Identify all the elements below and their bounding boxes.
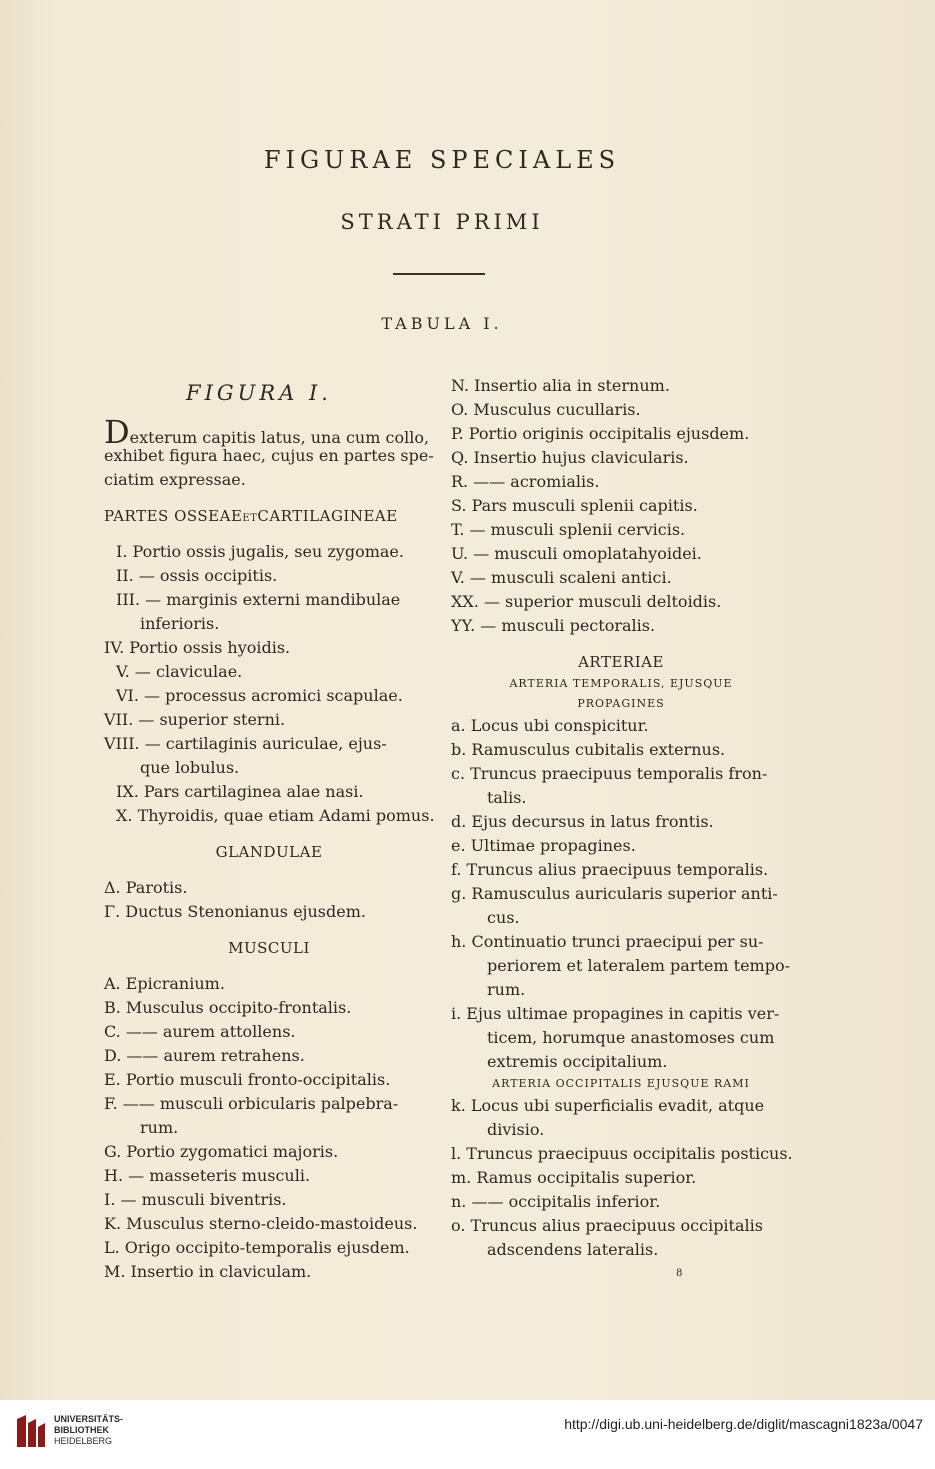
figura-heading: FIGURA I.	[186, 381, 332, 405]
list-item: Γ. Ductus Stenonianus ejusdem.	[104, 902, 366, 921]
list-item: V. — musculi scaleni antici.	[451, 568, 672, 587]
list-item: YY. — musculi pectoralis.	[451, 616, 656, 635]
list-item: talis.	[487, 788, 527, 807]
list-item: IX. Pars cartilaginea alae nasi.	[116, 782, 364, 801]
library-logo-icon[interactable]	[14, 1413, 48, 1451]
list-item: XX. — superior musculi deltoidis.	[451, 592, 722, 611]
list-item: que lobulus.	[140, 758, 240, 777]
list-item: I. — musculi biventris.	[104, 1190, 287, 1209]
drop-cap: D	[104, 413, 130, 451]
list-item: IV. Portio ossis hyoidis.	[104, 638, 291, 657]
temporalis-heading: ARTERIA TEMPORALIS, EJUSQUE	[509, 677, 733, 690]
title-rule	[393, 273, 485, 275]
list-item: X. Thyroidis, quae etiam Adami pomus.	[116, 806, 435, 825]
list-item: U. — musculi omoplatahyoidei.	[451, 544, 702, 563]
list-item: b. Ramusculus cubitalis externus.	[451, 740, 726, 759]
page-number: 8	[676, 1268, 683, 1279]
list-item: S. Pars musculi splenii capitis.	[451, 496, 698, 515]
page-title: FIGURAE SPECIALES	[263, 146, 621, 174]
list-item: Q. Insertio hujus clavicularis.	[451, 448, 689, 467]
list-item: C. —— aurem attollens.	[104, 1022, 296, 1041]
occipitalis-heading: ARTERIA OCCIPITALIS EJUSQUE RAMI	[492, 1077, 750, 1090]
list-item: E. Portio musculi fronto-occipitalis.	[104, 1070, 391, 1089]
temporalis-heading: PROPAGINES	[577, 697, 665, 710]
right-column	[451, 374, 791, 1262]
list-item: R. —— acromialis.	[451, 472, 600, 491]
arteriae-heading: ARTERIAE	[578, 653, 664, 671]
list-item: VI. — processus acromici scapulae.	[116, 686, 403, 705]
list-item: M. Insertio in claviculam.	[104, 1262, 312, 1281]
list-item: ticem, horumque anastomoses cum	[487, 1028, 775, 1047]
source-url-link[interactable]: http://digi.ub.uni-heidelberg.de/diglit/mascagni1823a/0047	[564, 1416, 923, 1432]
list-item: inferioris.	[140, 614, 220, 633]
list-item: I. Portio ossis jugalis, seu zygomae.	[116, 542, 404, 561]
list-item: l. Truncus praecipuus occipitalis posticus.	[451, 1144, 793, 1163]
list-item: B. Musculus occipito-frontalis.	[104, 998, 352, 1017]
list-item: Δ. Parotis.	[104, 878, 188, 897]
list-item: rum.	[487, 980, 526, 999]
list-item: e. Ultimae propagines.	[451, 836, 636, 855]
list-item: L. Origo occipito-temporalis ejusdem.	[104, 1238, 410, 1257]
tabula-heading: TABULA I.	[381, 314, 503, 333]
list-item: k. Locus ubi superficialis evadit, atque	[451, 1096, 765, 1115]
list-item: V. — claviculae.	[116, 662, 243, 681]
list-item: n. —— occipitalis inferior.	[451, 1192, 661, 1211]
list-item: i. Ejus ultimae propagines in capitis ver-	[451, 1004, 780, 1023]
list-item: G. Portio zygomatici majoris.	[104, 1142, 339, 1161]
list-item: m. Ramus occipitalis superior.	[451, 1168, 697, 1187]
footer-bar	[0, 1400, 935, 1469]
list-item: a. Locus ubi conspicitur.	[451, 716, 649, 735]
list-item: divisio.	[487, 1120, 545, 1139]
list-item: K. Musculus sterno-cleido-mastoideus.	[104, 1214, 418, 1233]
library-name[interactable]: UNIVERSITÄTS- BIBLIOTHEK HEIDELBERG	[54, 1414, 124, 1446]
glandulae-heading: GLANDULAE	[215, 843, 323, 861]
intro-line: Dexterum capitis latus, una cum collo,	[104, 413, 430, 451]
list-item: T. — musculi splenii cervicis.	[451, 520, 686, 539]
intro-line: exhibet figura haec, cujus en partes spe-	[104, 446, 434, 465]
list-item: F. —— musculi orbicularis palpebra-	[104, 1094, 399, 1113]
intro-line: ciatim expressae.	[104, 470, 246, 489]
page-subtitle: STRATI PRIMI	[340, 210, 544, 234]
list-item: h. Continuatio trunci praecipui per su-	[451, 932, 764, 951]
list-item: d. Ejus decursus in latus frontis.	[451, 812, 714, 831]
list-item: extremis occipitalium.	[487, 1052, 668, 1071]
list-item: rum.	[140, 1118, 179, 1137]
list-item: periorem et lateralem partem tempo-	[487, 956, 790, 975]
list-item: o. Truncus alius praecipuus occipitalis	[451, 1216, 763, 1235]
list-item: II. — ossis occipitis.	[116, 566, 278, 585]
list-item: c. Truncus praecipuus temporalis fron-	[451, 764, 768, 783]
musculi-heading: MUSCULI	[228, 939, 310, 957]
partes-heading: PARTES OSSEAEETCARTILAGINEAE	[104, 507, 398, 525]
list-item: VII. — superior sterni.	[104, 710, 286, 729]
list-item: H. — masseteris musculi.	[104, 1166, 311, 1185]
list-item: P. Portio originis occipitalis ejusdem.	[451, 424, 750, 443]
left-column	[104, 378, 434, 1284]
list-item: III. — marginis externi mandibulae	[116, 590, 401, 609]
list-item: adscendens lateralis.	[487, 1240, 659, 1259]
list-item: O. Musculus cucullaris.	[451, 400, 641, 419]
list-item: D. —— aurem retrahens.	[104, 1046, 305, 1065]
list-item: g. Ramusculus auricularis superior anti-	[451, 884, 778, 903]
list-item: cus.	[487, 908, 520, 927]
list-item: f. Truncus alius praecipuus temporalis.	[451, 860, 769, 879]
list-item: A. Epicranium.	[104, 974, 225, 993]
list-item: VIII. — cartilaginis auriculae, ejus-	[104, 734, 387, 753]
list-item: N. Insertio alia in sternum.	[451, 376, 670, 395]
